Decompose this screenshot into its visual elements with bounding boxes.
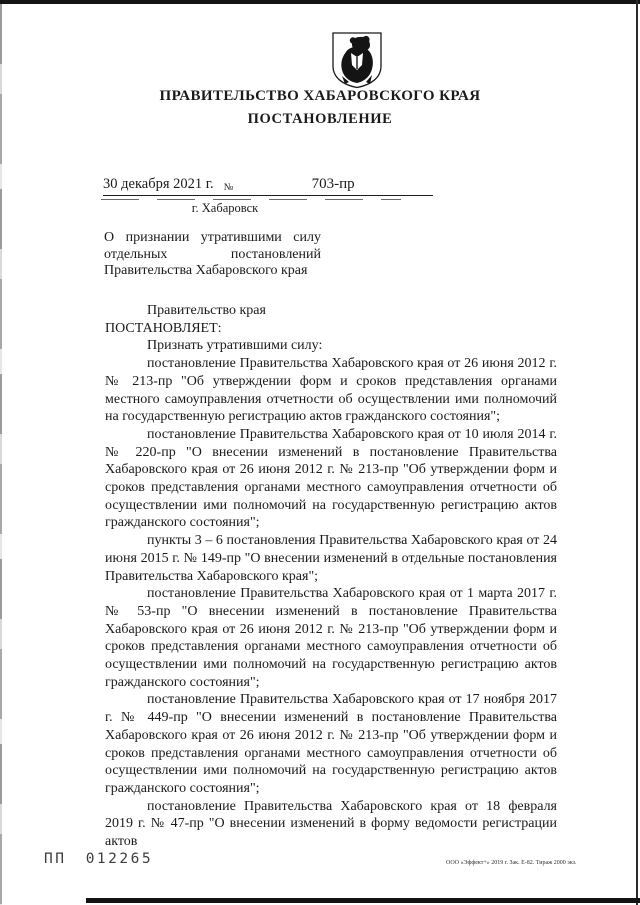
paragraph: постановление Правительства Хабаровского края от 10 июля 2014 г. № 220-пр "О внесении изменений в постановление Правительства Хабаровского края от 26 июня 2012 г. № 213-пр "Об утверждении форм и сроков представления органами местного самоуправления отчетности об осуществлении ими полномочий на государственную регистрацию актов гражданского состояния";: [105, 426, 557, 531]
scan-artifact-right: [636, 0, 638, 905]
doc-title-line: отдельных постановлений: [104, 246, 321, 262]
paragraph: постановление Правительства Хабаровского края от 18 февраля 2019 г. № 47-пр "О внесении изменений в форму ведомости регистрации актов: [105, 798, 557, 850]
paragraph: ПОСТАНОВЛЯЕТ:: [105, 320, 222, 336]
doc-title-line: О признании утратившими силу: [104, 230, 321, 245]
scan-artifact-top: [0, 0, 640, 4]
paragraph: пункты 3 – 6 постановления Правительства Хабаровского края от 24 июня 2015 г. № 149-пр "О внесении изменений в отдельные постановления Правительства Хабаровского края";: [105, 533, 557, 584]
scan-artifact-left: [0, 4, 2, 905]
date-number-row: [103, 176, 433, 196]
printer-mark: ООО «Эффект+» 2019 г. Зак. Е-82. Тираж 2000 экз.: [446, 860, 577, 866]
scan-underline-shadow: [101, 199, 401, 200]
doc-number: 703-пр: [311, 176, 355, 192]
paragraph: постановление Правительства Хабаровского края от 1 марта 2017 г. № 53-пр "О внесении изменений в постановление Правительства Хабаровского края от 26 июня 2012 г. № 213-пр "Об утверждении форм и сроков представления органами местного самоуправления отчетности об осуществлении ими полномочий на государственную регистрацию актов гражданского состояния";: [105, 586, 557, 690]
scan-artifact-bottom: [86, 898, 640, 903]
paragraph: Правительство края: [147, 303, 266, 318]
doc-city: г. Хабаровск: [191, 201, 259, 215]
doc-date: 30 декабря 2021 г.: [103, 176, 214, 192]
coat-of-arms-icon: [329, 32, 385, 88]
document-body: [105, 302, 557, 851]
doc-title: [104, 230, 321, 280]
stamp-code: ПП 012265: [44, 851, 154, 867]
paragraph: Признать утратившими силу:: [147, 338, 323, 354]
doc-title-line: Правительства Хабаровского края: [104, 263, 308, 279]
number-sign: №: [223, 182, 234, 193]
paragraph: постановление Правительства Хабаровского края от 26 июня 2012 г. № 213-пр "Об утверждении форм и сроков представления органами местного самоуправления отчетности об осуществлении ими полномочий на государственную регистрацию актов гражданского состояния";: [105, 356, 557, 425]
paragraph: постановление Правительства Хабаровского края от 17 ноября 2017 г. № 449-пр "О внесении изменений в постановление Правительства Хабаровского края от 26 июня 2012 г. № 213-пр "Об утверждении форм и сроков представления органами местного самоуправления отчетности об осуществлении ими полномочий на государственную регистрацию актов гражданского состояния";: [105, 692, 557, 796]
doc-type-title: ПОСТАНОВЛЕНИЕ: [247, 111, 393, 127]
org-name: ПРАВИТЕЛЬСТВО ХАБАРОВСКОГО КРАЯ: [159, 88, 481, 104]
